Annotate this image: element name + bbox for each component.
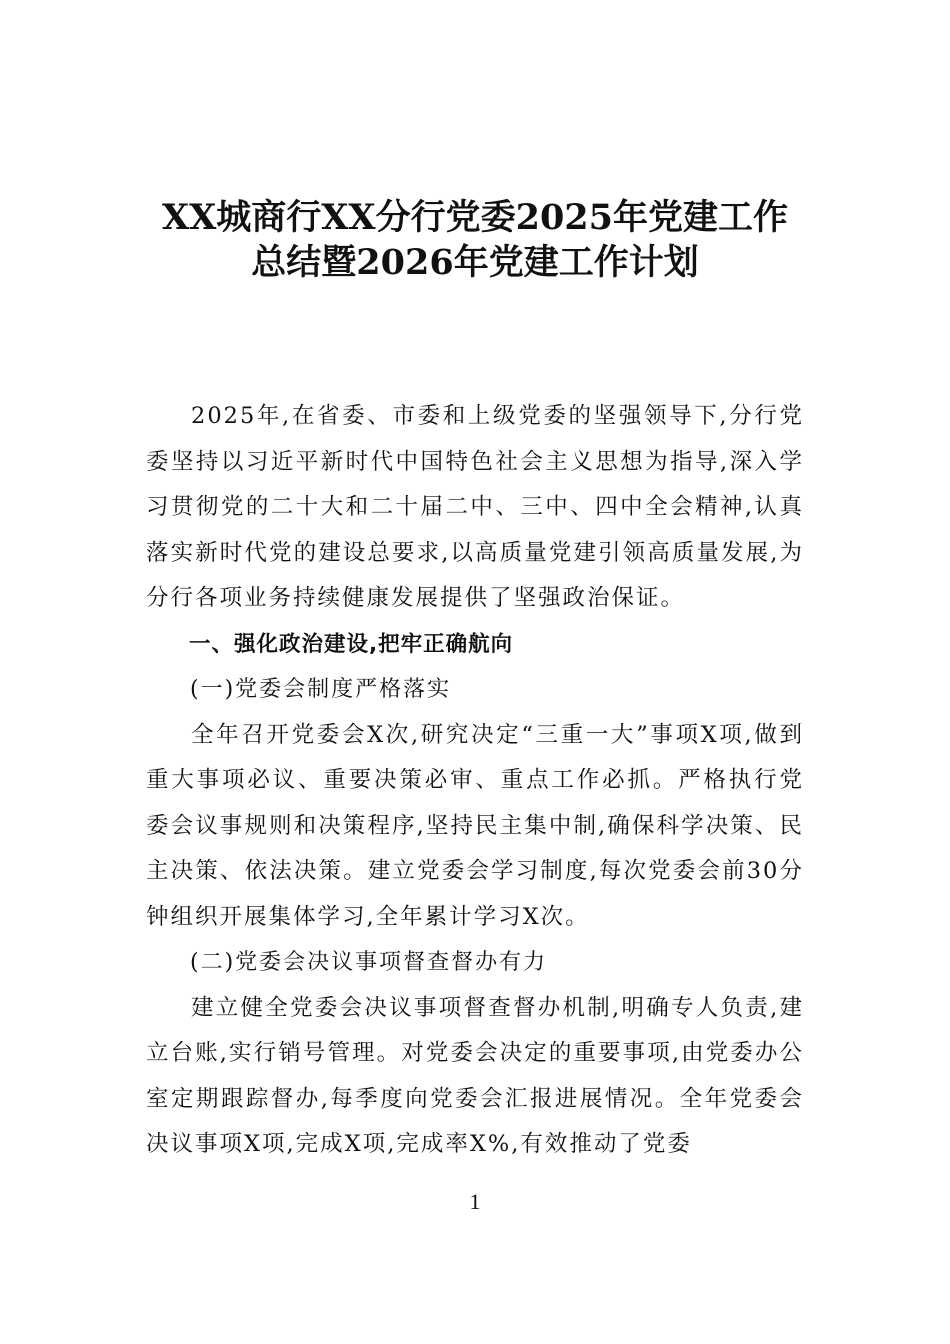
subsection-2-paragraph: 建立健全党委会决议事项督查督办机制,明确专人负责,建立台账,实行销号管理。对党委会决定的重要事项,由党委办公室定期跟踪督办,每季度向党委会汇报进展情况。全年党委会决议事项X项,完成X项,完成率X%,有效推动了党委	[146, 994, 804, 1157]
document-body	[146, 394, 804, 1168]
intro-paragraph: 2025年,在省委、市委和上级党委的坚强领导下,分行党委坚持以习近平新时代中国特色社会主义思想为指导,深入学习贯彻党的二十大和二十届二中、三中、四中全会精神,认真落实新时代党的建设总要求,以高质量党建引领高质量发展,为分行各项业务持续健康发展提供了坚强政治保证。	[146, 403, 804, 611]
page-number: 1	[469, 1189, 481, 1214]
subsection-heading-1: (一)党委会制度严格落实	[190, 677, 452, 702]
document-title-line-2: 总结暨2026年党建工作计划	[251, 242, 699, 283]
document-title-line-1: XX城商行XX分行党委2025年党建工作	[161, 197, 789, 238]
subsection-1-paragraph: 全年召开党委会X次,研究决定“三重一大”事项X项,做到重大事项必议、重要决策必审、重点工作必抓。严格执行党委会议事规则和决策程序,坚持民主集中制,确保科学决策、民主决策、依法决策。建立党委会学习制度,每次党委会前30分钟组织开展集体学习,全年累计学习X次。	[146, 721, 804, 930]
section-heading-1: 一、强化政治建设,把牢正确航向	[189, 631, 514, 657]
subsection-heading-2: (二)党委会决议事项督查督办有力	[190, 950, 548, 975]
